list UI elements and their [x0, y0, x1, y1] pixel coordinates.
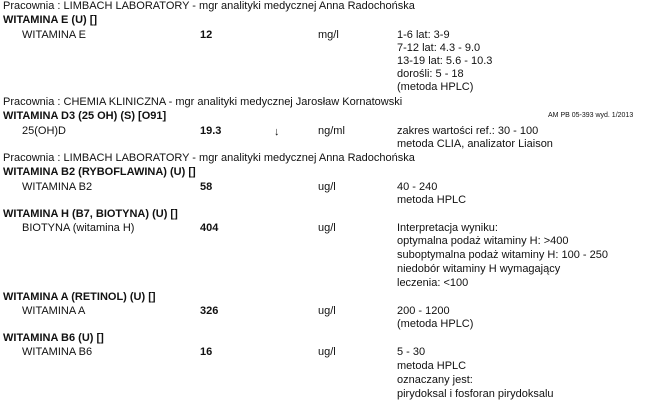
method-note: (metoda HPLC) — [397, 318, 474, 330]
reference-range-line: suboptymalna podaż witaminy H: 100 - 250 — [397, 249, 608, 261]
test-header-vitamin-b2: WITAMINA B2 (RYBOFLAWINA) (U) [] — [3, 166, 196, 178]
method-note: oznaczany jest: — [397, 374, 473, 386]
method-note: pirydoksal i fosforan pirydoksalu — [397, 388, 554, 400]
lab-name-limbach: Pracownia : LIMBACH LABORATORY - mgr analityki medycznej Anna Radochońska — [3, 152, 415, 164]
reference-range-line: optymalna podaż witaminy H: >400 — [397, 235, 569, 247]
reference-range-line: 200 - 1200 — [397, 305, 450, 317]
test-header-vitamin-e: WITAMINA E (U) [] — [3, 14, 98, 26]
test-name: WITAMINA A — [22, 305, 86, 317]
method-note: metoda HPLC — [397, 194, 467, 206]
test-header-vitamin-b6: WITAMINA B6 (U) [] — [3, 332, 104, 344]
result-value: 19.3 — [200, 125, 222, 137]
method-note: metoda CLIA, analizator Liaison — [397, 138, 553, 150]
method-note: metoda HPLC — [397, 360, 467, 372]
low-flag-arrow-icon: ↓ — [274, 126, 280, 138]
interpretation-heading: Interpretacja wyniku: — [397, 222, 498, 234]
reference-range-line: niedobór witaminy H wymagający — [397, 263, 561, 275]
result-unit: ug/l — [318, 305, 336, 317]
result-unit: ug/l — [318, 222, 336, 234]
test-name: WITAMINA B2 — [22, 181, 93, 193]
test-header-vitamin-d3: WITAMINA D3 (25 OH) (S) [O91] — [3, 110, 167, 122]
reference-range-line: 1-6 lat: 3-9 — [397, 29, 450, 41]
reference-range-line: dorośli: 5 - 18 — [397, 68, 464, 80]
reference-range-line: 7-12 lat: 4.3 - 9.0 — [397, 42, 481, 54]
test-name: 25(OH)D — [22, 125, 67, 137]
result-value: 12 — [200, 29, 213, 41]
test-header-vitamin-a: WITAMINA A (RETINOL) (U) [] — [3, 291, 156, 303]
method-note: (metoda HPLC) — [397, 81, 474, 93]
reference-range-line: 40 - 240 — [397, 181, 438, 193]
result-value: 16 — [200, 346, 213, 358]
document-code: AM PB 05-393 wyd. 1/2013 — [548, 112, 634, 119]
test-name: WITAMINA E — [22, 29, 86, 41]
result-unit: mg/l — [318, 29, 339, 41]
result-unit: ug/l — [318, 181, 336, 193]
reference-range-line: 13-19 lat: 5.6 - 10.3 — [397, 55, 493, 67]
result-value: 58 — [200, 181, 213, 193]
test-name: BIOTYNA (witamina H) — [22, 222, 135, 234]
result-value: 326 — [200, 305, 219, 317]
result-value: 404 — [200, 222, 219, 234]
result-unit: ng/ml — [318, 125, 345, 137]
result-unit: ug/l — [318, 346, 336, 358]
test-header-vitamin-h: WITAMINA H (B7, BIOTYNA) (U) [] — [3, 208, 178, 220]
reference-range-line: 5 - 30 — [397, 346, 426, 358]
lab-name-limbach: Pracownia : LIMBACH LABORATORY - mgr analityki medycznej Anna Radochońska — [3, 0, 415, 12]
reference-range-line: leczenia: <100 — [397, 277, 469, 289]
reference-range-line: zakres wartości ref.: 30 - 100 — [397, 125, 539, 137]
test-name: WITAMINA B6 — [22, 346, 93, 358]
lab-name-chemia: Pracownia : CHEMIA KLINICZNA - mgr analityki medycznej Jarosław Kornatowski — [3, 96, 403, 108]
